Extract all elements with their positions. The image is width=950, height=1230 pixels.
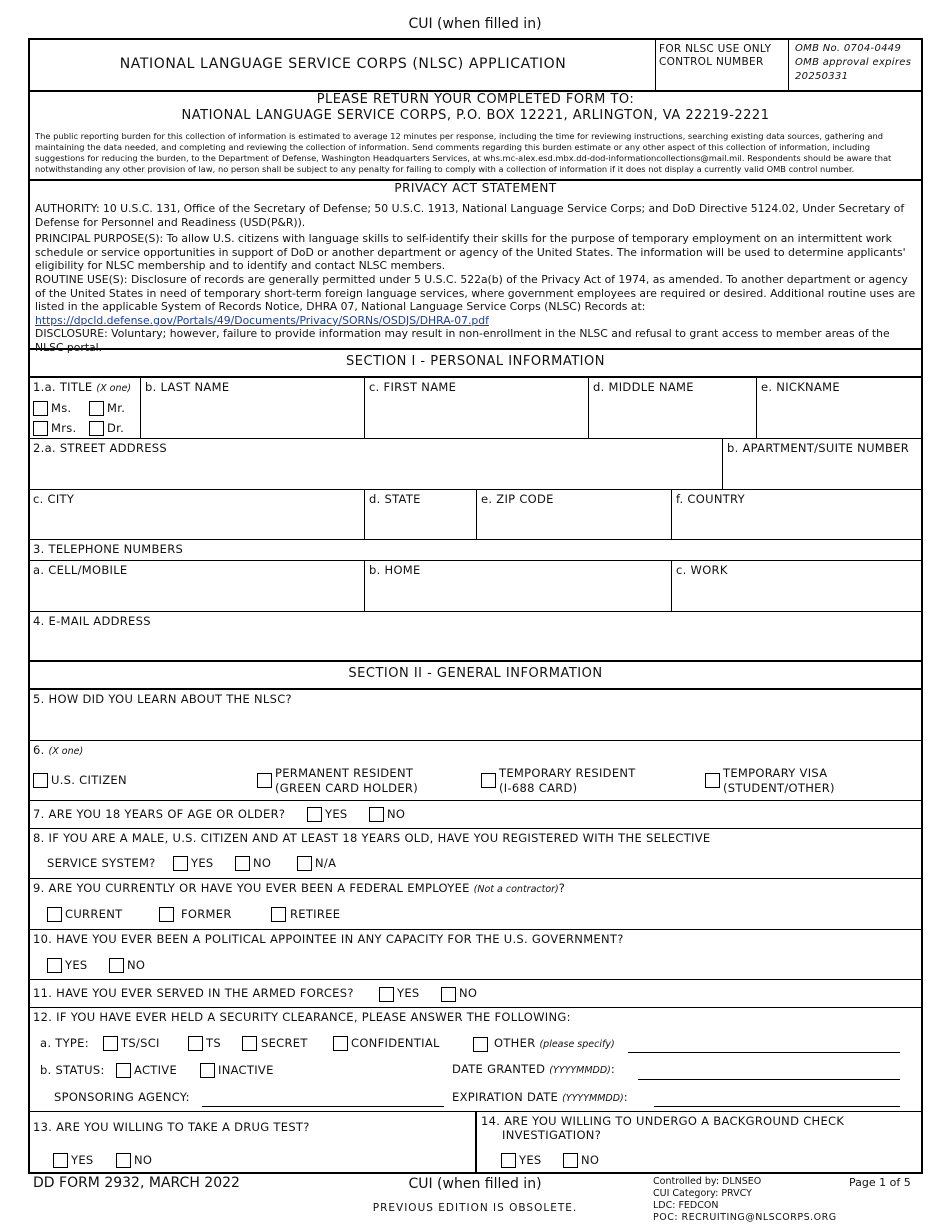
privacy-authority: AUTHORITY: 10 U.S.C. 131, Office of the Secretary of Defense; 50 U.S.C. 1913, National Language Service Corps; and DoD Directive 5124.02, Under Secretary of Defense for Personnel and Readiness (USD(P&R)). — [35, 202, 905, 229]
q8-yes-checkbox[interactable] — [173, 856, 188, 871]
q5-row[interactable] — [30, 690, 921, 741]
q8-label: 8. IF YOU ARE A MALE, U.S. CITIZEN AND AT LEAST 18 YEARS OLD, HAVE YOU REGISTERED WITH THE SELECTIVE — [33, 831, 711, 845]
secret-checkbox[interactable] — [242, 1036, 257, 1051]
city-field[interactable] — [30, 490, 365, 539]
q7-yes-checkbox[interactable] — [307, 807, 322, 822]
q6-row — [30, 741, 921, 801]
telephone-label: 3. TELEPHONE NUMBERS — [33, 542, 184, 556]
privacy-act-row — [30, 181, 921, 354]
title-ms-label: Ms. — [51, 401, 72, 415]
section-2-header — [30, 662, 921, 690]
privacy-routine-text: ROUTINE USE(S): Disclosure of records are generally permitted under 5 U.S.C. 522a(b) of the Privacy Act of 1974, as amended. To another department or agency of the United States in need of temporary short-term foreign language services, where government employees are required or desired. Additional routine uses are listed in the applicable System of Records Notice, DHRA 07, National Language Service Corps (NLSC) Records at: — [35, 272, 916, 314]
street-address-field[interactable] — [30, 439, 723, 489]
q14-yes-checkbox[interactable] — [501, 1153, 516, 1168]
q9-former-label: FORMER — [181, 907, 232, 921]
ldc: LDC: FEDCON — [653, 1200, 719, 1211]
return-instruction: PLEASE RETURN YOUR COMPLETED FORM TO: — [316, 92, 635, 107]
q9-label: 9. ARE YOU CURRENTLY OR HAVE YOU EVER BEEN A FEDERAL EMPLOYEE (Not a contractor)? — [33, 881, 566, 895]
nickname-field[interactable] — [757, 378, 921, 438]
permanent-resident-label: PERMANENT RESIDENT — [275, 766, 414, 780]
sorn-link[interactable]: https://dpcld.defense.gov/Portals/49/Documents/Privacy/SORNs/OSDJS/DHRA-07.pdf — [35, 313, 489, 327]
title-dr-checkbox[interactable] — [89, 421, 104, 436]
omb-expires-date: 20250331 — [795, 71, 849, 82]
page-number: Page 1 of 5 — [849, 1176, 911, 1189]
temporary-resident-checkbox[interactable] — [481, 773, 496, 788]
home-phone-field[interactable] — [365, 561, 672, 611]
form-identifier: DD FORM 2932, MARCH 2022 — [33, 1175, 240, 1191]
q13-q14-row — [30, 1112, 921, 1174]
privacy-disclosure: DISCLOSURE: Voluntary; however, failure to provide information may result in non-enrollment in the NLSC and refusal to grant access to member areas of the NLSC portal. — [35, 327, 890, 354]
q10-label: 10. HAVE YOU EVER BEEN A POLITICAL APPOINTEE IN ANY CAPACITY FOR THE U.S. GOVERNMENT? — [33, 932, 624, 946]
q11-yes-checkbox[interactable] — [379, 987, 394, 1002]
q10-no-checkbox[interactable] — [109, 958, 124, 973]
other-clearance-label: OTHER (please specify) — [494, 1036, 615, 1050]
q14-cell — [477, 1112, 921, 1174]
section-1-title: SECTION I - PERSONAL INFORMATION — [346, 354, 605, 369]
q9-current-label: CURRENT — [65, 907, 123, 921]
q8-row — [30, 829, 921, 879]
controlled-by: Controlled by: DLNSEO — [653, 1176, 762, 1187]
ts-checkbox[interactable] — [188, 1036, 203, 1051]
middle-name-label: d. MIDDLE NAME — [593, 380, 694, 394]
state-label: d. STATE — [369, 492, 421, 506]
permanent-resident-checkbox[interactable] — [257, 773, 272, 788]
q8-na-label: N/A — [315, 856, 337, 870]
zip-field[interactable] — [477, 490, 672, 539]
q13-no-checkbox[interactable] — [116, 1153, 131, 1168]
i688-card-label: (I-688 CARD) — [499, 781, 578, 795]
ts-sci-label: TS/SCI — [121, 1036, 160, 1050]
q10-row — [30, 930, 921, 980]
q8-no-label: NO — [253, 856, 272, 870]
poc: POC: RECRUITING@NLSCORPS.ORG — [653, 1212, 837, 1223]
confidential-checkbox[interactable] — [333, 1036, 348, 1051]
email-row[interactable] — [30, 612, 921, 662]
q9-retiree-checkbox[interactable] — [271, 907, 286, 922]
last-name-label: b. LAST NAME — [145, 380, 230, 394]
form-title-cell — [30, 40, 656, 90]
q8-na-checkbox[interactable] — [297, 856, 312, 871]
title-mr-checkbox[interactable] — [89, 401, 104, 416]
q7-no-label: NO — [387, 807, 406, 821]
status-inactive-checkbox[interactable] — [200, 1063, 215, 1078]
q14-no-checkbox[interactable] — [563, 1153, 578, 1168]
privacy-title: PRIVACY ACT STATEMENT — [394, 181, 557, 195]
q11-no-label: NO — [459, 986, 478, 1000]
cell-phone-field[interactable] — [30, 561, 365, 611]
state-field[interactable] — [365, 490, 477, 539]
confidential-label: CONFIDENTIAL — [351, 1036, 440, 1050]
other-clearance-input[interactable] — [628, 1052, 900, 1053]
cui-category: CUI Category: PRVCY — [653, 1188, 752, 1199]
title-mrs-label: Mrs. — [51, 421, 77, 435]
q13-yes-label: YES — [71, 1153, 94, 1167]
previous-edition-notice: PREVIOUS EDITION IS OBSOLETE. — [372, 1202, 578, 1214]
us-citizen-checkbox[interactable] — [33, 773, 48, 788]
q11-yes-label: YES — [397, 986, 420, 1000]
expiration-date-input[interactable] — [654, 1106, 900, 1107]
cui-marking-bottom: CUI (when filled in) — [408, 1176, 542, 1192]
omb-cell — [789, 40, 921, 90]
cell-phone-label: a. CELL/MOBILE — [33, 563, 128, 577]
q5-label: 5. HOW DID YOU LEARN ABOUT THE NLSC? — [33, 692, 292, 706]
title-mr-label: Mr. — [107, 401, 126, 415]
ts-sci-checkbox[interactable] — [103, 1036, 118, 1051]
green-card-label: (GREEN CARD HOLDER) — [275, 781, 418, 795]
q14-label-cont: INVESTIGATION? — [502, 1128, 602, 1142]
q9-retiree-label: RETIREE — [290, 907, 341, 921]
q7-yes-label: YES — [325, 807, 348, 821]
q6-label: 6. (X one) — [33, 743, 84, 757]
title-dr-label: Dr. — [107, 421, 125, 435]
telephone-header-row — [30, 540, 921, 561]
first-name-label: c. FIRST NAME — [369, 380, 457, 394]
temporary-visa-label: TEMPORARY VISA — [723, 766, 828, 780]
q13-no-label: NO — [134, 1153, 153, 1167]
zip-label: e. ZIP CODE — [481, 492, 554, 506]
q11-no-checkbox[interactable] — [441, 987, 456, 1002]
temporary-visa-checkbox[interactable] — [705, 773, 720, 788]
section-1-header — [30, 350, 921, 378]
nickname-label: e. NICKNAME — [761, 380, 840, 394]
return-address: NATIONAL LANGUAGE SERVICE CORPS, P.O. BOX 12221, ARLINGTON, VA 22219-2221 — [181, 108, 770, 123]
apartment-field[interactable] — [723, 439, 921, 489]
first-name-field[interactable] — [365, 378, 589, 438]
ts-label: TS — [206, 1036, 221, 1050]
status-inactive-label: INACTIVE — [218, 1063, 274, 1077]
q11-label: 11. HAVE YOU EVER SERVED IN THE ARMED FORCES? — [33, 986, 354, 1000]
privacy-routine-use — [35, 273, 919, 327]
q14-no-label: NO — [581, 1153, 600, 1167]
status-active-checkbox[interactable] — [116, 1063, 131, 1078]
student-other-label: (STUDENT/OTHER) — [723, 781, 835, 795]
other-clearance-checkbox[interactable] — [473, 1037, 488, 1052]
last-name-field[interactable] — [141, 378, 365, 438]
q10-yes-label: YES — [65, 958, 88, 972]
status-active-label: ACTIVE — [134, 1063, 178, 1077]
title-ms-checkbox[interactable] — [33, 401, 48, 416]
q7-row — [30, 801, 921, 829]
country-label: f. COUNTRY — [676, 492, 745, 506]
phone-row — [30, 561, 921, 612]
burden-statement: The public reporting burden for this collection of information is estimated to average 12 minutes per response, including the time for reviewing instructions, searching existing data sources, gathering and maintaining the data needed, and completing and reviewing the collection of information. Send comments regarding this burden estimate or any other aspect of this collection of information, including suggestions for reducing the burden, to the Department of Defense, Washington Headquarters Services, at whs.mc-alex.esd.mbx.dd-dod-informationcollections@mail.mil. Respondents should be aware that notwithstanding any other provision of law, no person shall be subject to any penalty for failing to comply with a collection of information if it does not display a currently valid OMB control number. — [35, 131, 892, 174]
q12-row — [30, 1008, 921, 1112]
sponsoring-agency-label: SPONSORING AGENCY: — [54, 1090, 190, 1104]
q14-label: 14. ARE YOU WILLING TO UNDERGO A BACKGROUND CHECK — [481, 1114, 845, 1128]
cui-marking-top: CUI (when filled in) — [408, 16, 542, 32]
q8-no-checkbox[interactable] — [235, 856, 250, 871]
us-citizen-label: U.S. CITIZEN — [51, 773, 127, 787]
q14-yes-label: YES — [519, 1153, 542, 1167]
work-phone-field[interactable] — [672, 561, 921, 611]
return-address-row — [30, 92, 921, 181]
omb-expires-label: OMB approval expires — [795, 57, 912, 68]
middle-name-field[interactable] — [589, 378, 757, 438]
q8-label-cont: SERVICE SYSTEM? — [47, 856, 156, 870]
header-row — [30, 40, 921, 92]
control-number-label: CONTROL NUMBER — [659, 56, 764, 68]
q7-label: 7. ARE YOU 18 YEARS OF AGE OR OLDER? — [33, 807, 286, 821]
q11-row — [30, 980, 921, 1008]
email-label: 4. E-MAIL ADDRESS — [33, 614, 151, 628]
q12-label: 12. IF YOU HAVE EVER HELD A SECURITY CLEARANCE, PLEASE ANSWER THE FOLLOWING: — [33, 1010, 571, 1024]
street-address-label: 2.a. STREET ADDRESS — [33, 441, 167, 455]
q7-no-checkbox[interactable] — [369, 807, 384, 822]
home-phone-label: b. HOME — [369, 563, 421, 577]
q13-cell — [30, 1112, 477, 1174]
q10-yes-checkbox[interactable] — [47, 958, 62, 973]
privacy-purpose: PRINCIPAL PURPOSE(S): To allow U.S. citizens with language skills to self-identify their skills for the purpose of temporary employment on an intermittent work schedule or service opportunities in support of DoD or another department or agency of the United States. The information will be used to determine applicants' eligibility for NLSC membership and to identify and contact NLSC members. — [35, 232, 906, 273]
apartment-label: b. APARTMENT/SUITE NUMBER — [727, 441, 910, 455]
clearance-status-label: b. STATUS: — [40, 1063, 105, 1077]
title-label: 1.a. TITLE (X one) — [33, 380, 132, 394]
q8-yes-label: YES — [191, 856, 214, 870]
control-number-cell[interactable] — [656, 40, 789, 90]
form-title: NATIONAL LANGUAGE SERVICE CORPS (NLSC) APPLICATION — [119, 56, 567, 72]
date-granted-label: DATE GRANTED (YYYYMMDD): — [452, 1062, 616, 1076]
secret-label: SECRET — [261, 1036, 308, 1050]
q9-former-checkbox[interactable] — [159, 907, 174, 922]
q9-current-checkbox[interactable] — [47, 907, 62, 922]
q10-no-label: NO — [127, 958, 146, 972]
name-row — [30, 378, 921, 439]
clearance-type-label: a. TYPE: — [40, 1036, 89, 1050]
title-mrs-checkbox[interactable] — [33, 421, 48, 436]
sponsoring-agency-input[interactable] — [202, 1106, 444, 1107]
city-label: c. CITY — [33, 492, 75, 506]
country-field[interactable] — [672, 490, 921, 539]
street-row — [30, 439, 921, 490]
section-2-title: SECTION II - GENERAL INFORMATION — [348, 666, 603, 681]
application-form — [28, 38, 923, 1174]
nlsc-use-label: FOR NLSC USE ONLY — [659, 43, 772, 55]
q9-row — [30, 879, 921, 930]
work-phone-label: c. WORK — [676, 563, 728, 577]
temporary-resident-label: TEMPORARY RESIDENT — [499, 766, 636, 780]
city-row — [30, 490, 921, 540]
title-cell — [30, 378, 141, 438]
q13-yes-checkbox[interactable] — [53, 1153, 68, 1168]
date-granted-input[interactable] — [638, 1079, 900, 1080]
omb-number: OMB No. 0704-0449 — [795, 43, 902, 54]
expiration-date-label: EXPIRATION DATE (YYYYMMDD): — [452, 1090, 628, 1104]
q13-label: 13. ARE YOU WILLING TO TAKE A DRUG TEST? — [33, 1120, 310, 1134]
